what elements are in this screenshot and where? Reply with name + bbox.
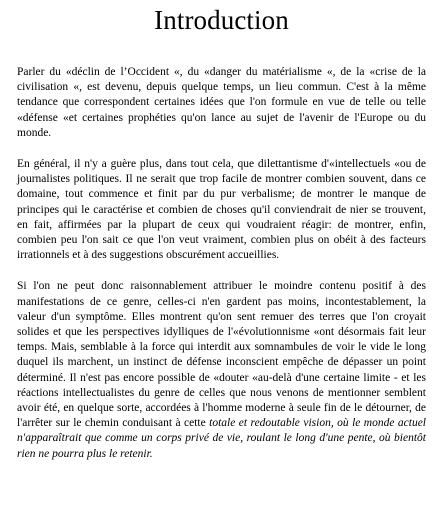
paragraph-3-italic-text: totale et redoutable vision, où le monde actuel n'apparaîtrait que comme un corps privé de vie, roulant le long d'une pente, où bientôt rien ne pourra plus le retenir. (17, 417, 426, 460)
paragraph-1: Parler du «déclin de l’Occident «, du «danger du matérialisme «, de la «crise de la civilisation «, est devenu, depuis quelque temps, un lieu commun. C'est à la même tendance que correspondent certaines idées que l'on formule en vue de telle ou telle «défense «et certaines prophéties qu'on lance au sujet de l'avenir de l'Europe ou du monde. (17, 66, 426, 139)
paragraph-3 (17, 279, 426, 461)
paragraph-2: En général, il n'y a guère plus, dans tout cela, que dilettantisme d'«intellectuels «ou de journalistes politiques. Il ne serait que trop facile de montrer combien souvent, dans ce domaine, tout commence et finit par du pur verbalisme; de montrer le manque de principes qui le caractérise et combien de choses qu'il conviendrait de nier se trouvent, en fait, affirmées par la plupart de ceux qui voudraient réagir: de montrer, enfin, combien peu l'on sait ce que l'on veut vraiment, combien plus on obéit à des facteurs irrationnels et à des suggestions obscurément accueillies. (17, 158, 426, 262)
page-title: Introduction (154, 5, 289, 35)
paragraph-3-text: Si l'on ne peut donc raisonnablement attribuer le moindre contenu positif à des manifestations de ce genre, celles-ci n'en gardent pas moins, incontestablement, la valeur d'un symptôme. Elles montrent qu'on sent remuer des terres que l'on croyait solides et que les perspectives idylliques de l'«évolutionnisme «ont désormais fait leur temps. Mais, semblable à la force qui interdit aux somnambules de voir le vide le long duquel ils marchent, un instinct de défense inconscient empêche de dépasser un point déterminé. Il n'est pas encore possible de «douter «au-delà d'une certaine limite - et les réactions intellectualistes du genre de celles que nous venons de mentionner semblent avoir été, en quelque sorte, accordées à l'homme moderne à seule fin de le détourner, de l'arrêter sur le chemin conduisant à cette (17, 280, 426, 430)
